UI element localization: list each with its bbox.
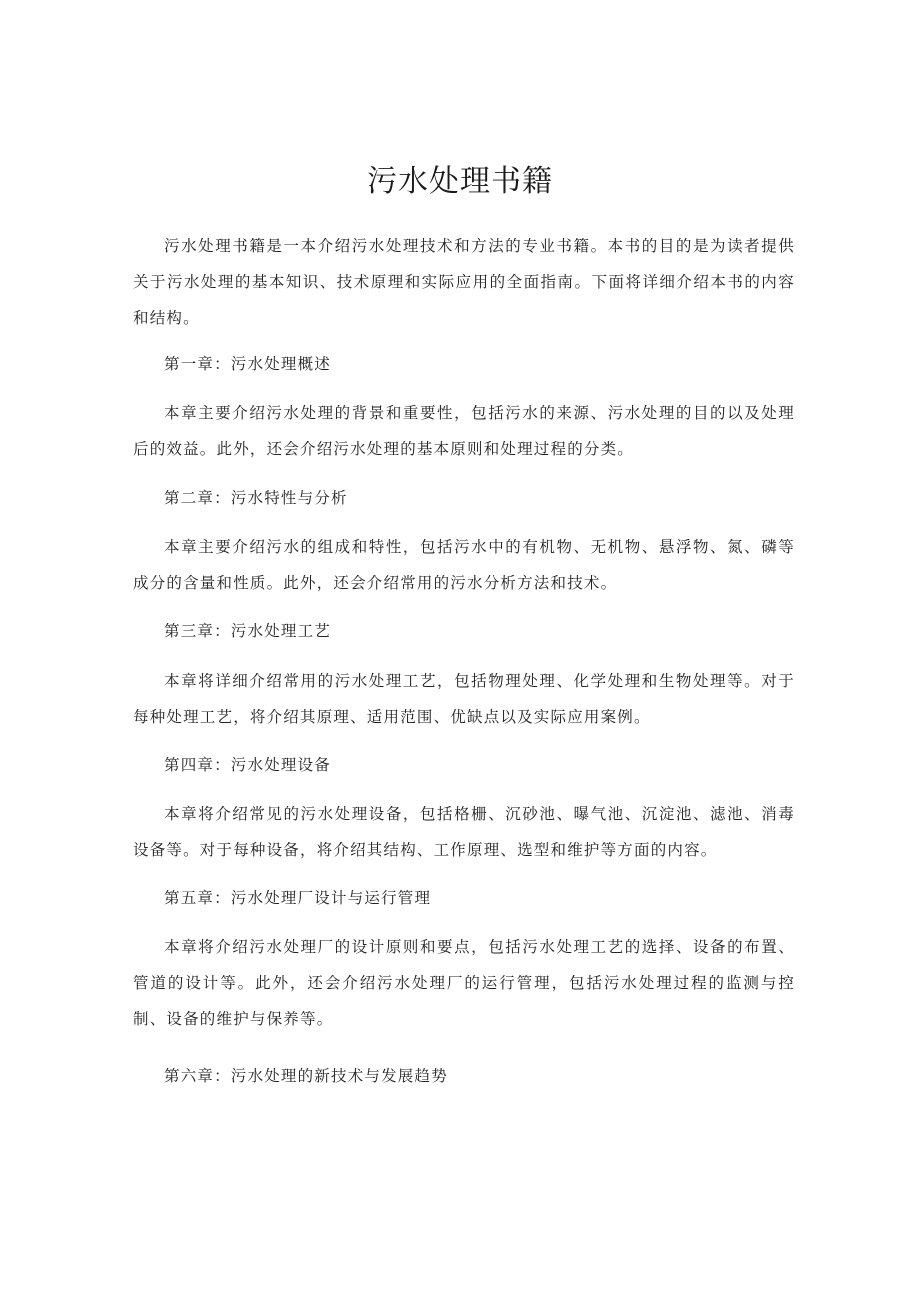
chapter-2-body: 本章主要介绍污水的组成和特性，包括污水中的有机物、无机物、悬浮物、氮、磷等成分的含量和性质。此外，还会介绍常用的污水分析方法和技术。 xyxy=(133,538,795,592)
chapter-4-body: 本章将介绍常见的污水处理设备，包括格栅、沉砂池、曝气池、沉淀池、滤池、消毒设备等。对于每种设备，将介绍其结构、工作原理、选型和维护等方面的内容。 xyxy=(133,805,795,859)
intro-paragraph: 污水处理书籍是一本介绍污水处理技术和方法的专业书籍。本书的目的是为读者提供关于污水处理的基本知识、技术原理和实际应用的全面指南。下面将详细介绍本书的内容和结构。 xyxy=(133,237,795,327)
chapter-5-body: 本章将介绍污水处理厂的设计原则和要点，包括污水处理工艺的选择、设备的布置、管道的设计等。此外，还会介绍污水处理厂的运行管理，包括污水处理过程的监测与控制、设备的维护与保养等。 xyxy=(133,938,795,1028)
chapter-1-body: 本章主要介绍污水处理的背景和重要性，包括污水的来源、污水处理的目的以及处理后的效益。此外，还会介绍污水处理的基本原则和处理过程的分类。 xyxy=(133,404,795,458)
chapter-1-heading: 第一章：污水处理概述 xyxy=(164,355,332,373)
chapter-4-heading: 第四章：污水处理设备 xyxy=(164,756,332,774)
chapter-5-heading: 第五章：污水处理厂设计与运行管理 xyxy=(164,889,432,907)
chapter-3-body: 本章将详细介绍常用的污水处理工艺，包括物理处理、化学处理和生物处理等。对于每种处理工艺，将介绍其原理、适用范围、优缺点以及实际应用案例。 xyxy=(133,672,795,726)
chapter-6-heading: 第六章：污水处理的新技术与发展趋势 xyxy=(164,1067,448,1085)
document-title: 污水处理书籍 xyxy=(367,164,553,199)
chapter-2-heading: 第二章：污水特性与分析 xyxy=(164,489,348,507)
chapter-3-heading: 第三章：污水处理工艺 xyxy=(164,622,332,640)
